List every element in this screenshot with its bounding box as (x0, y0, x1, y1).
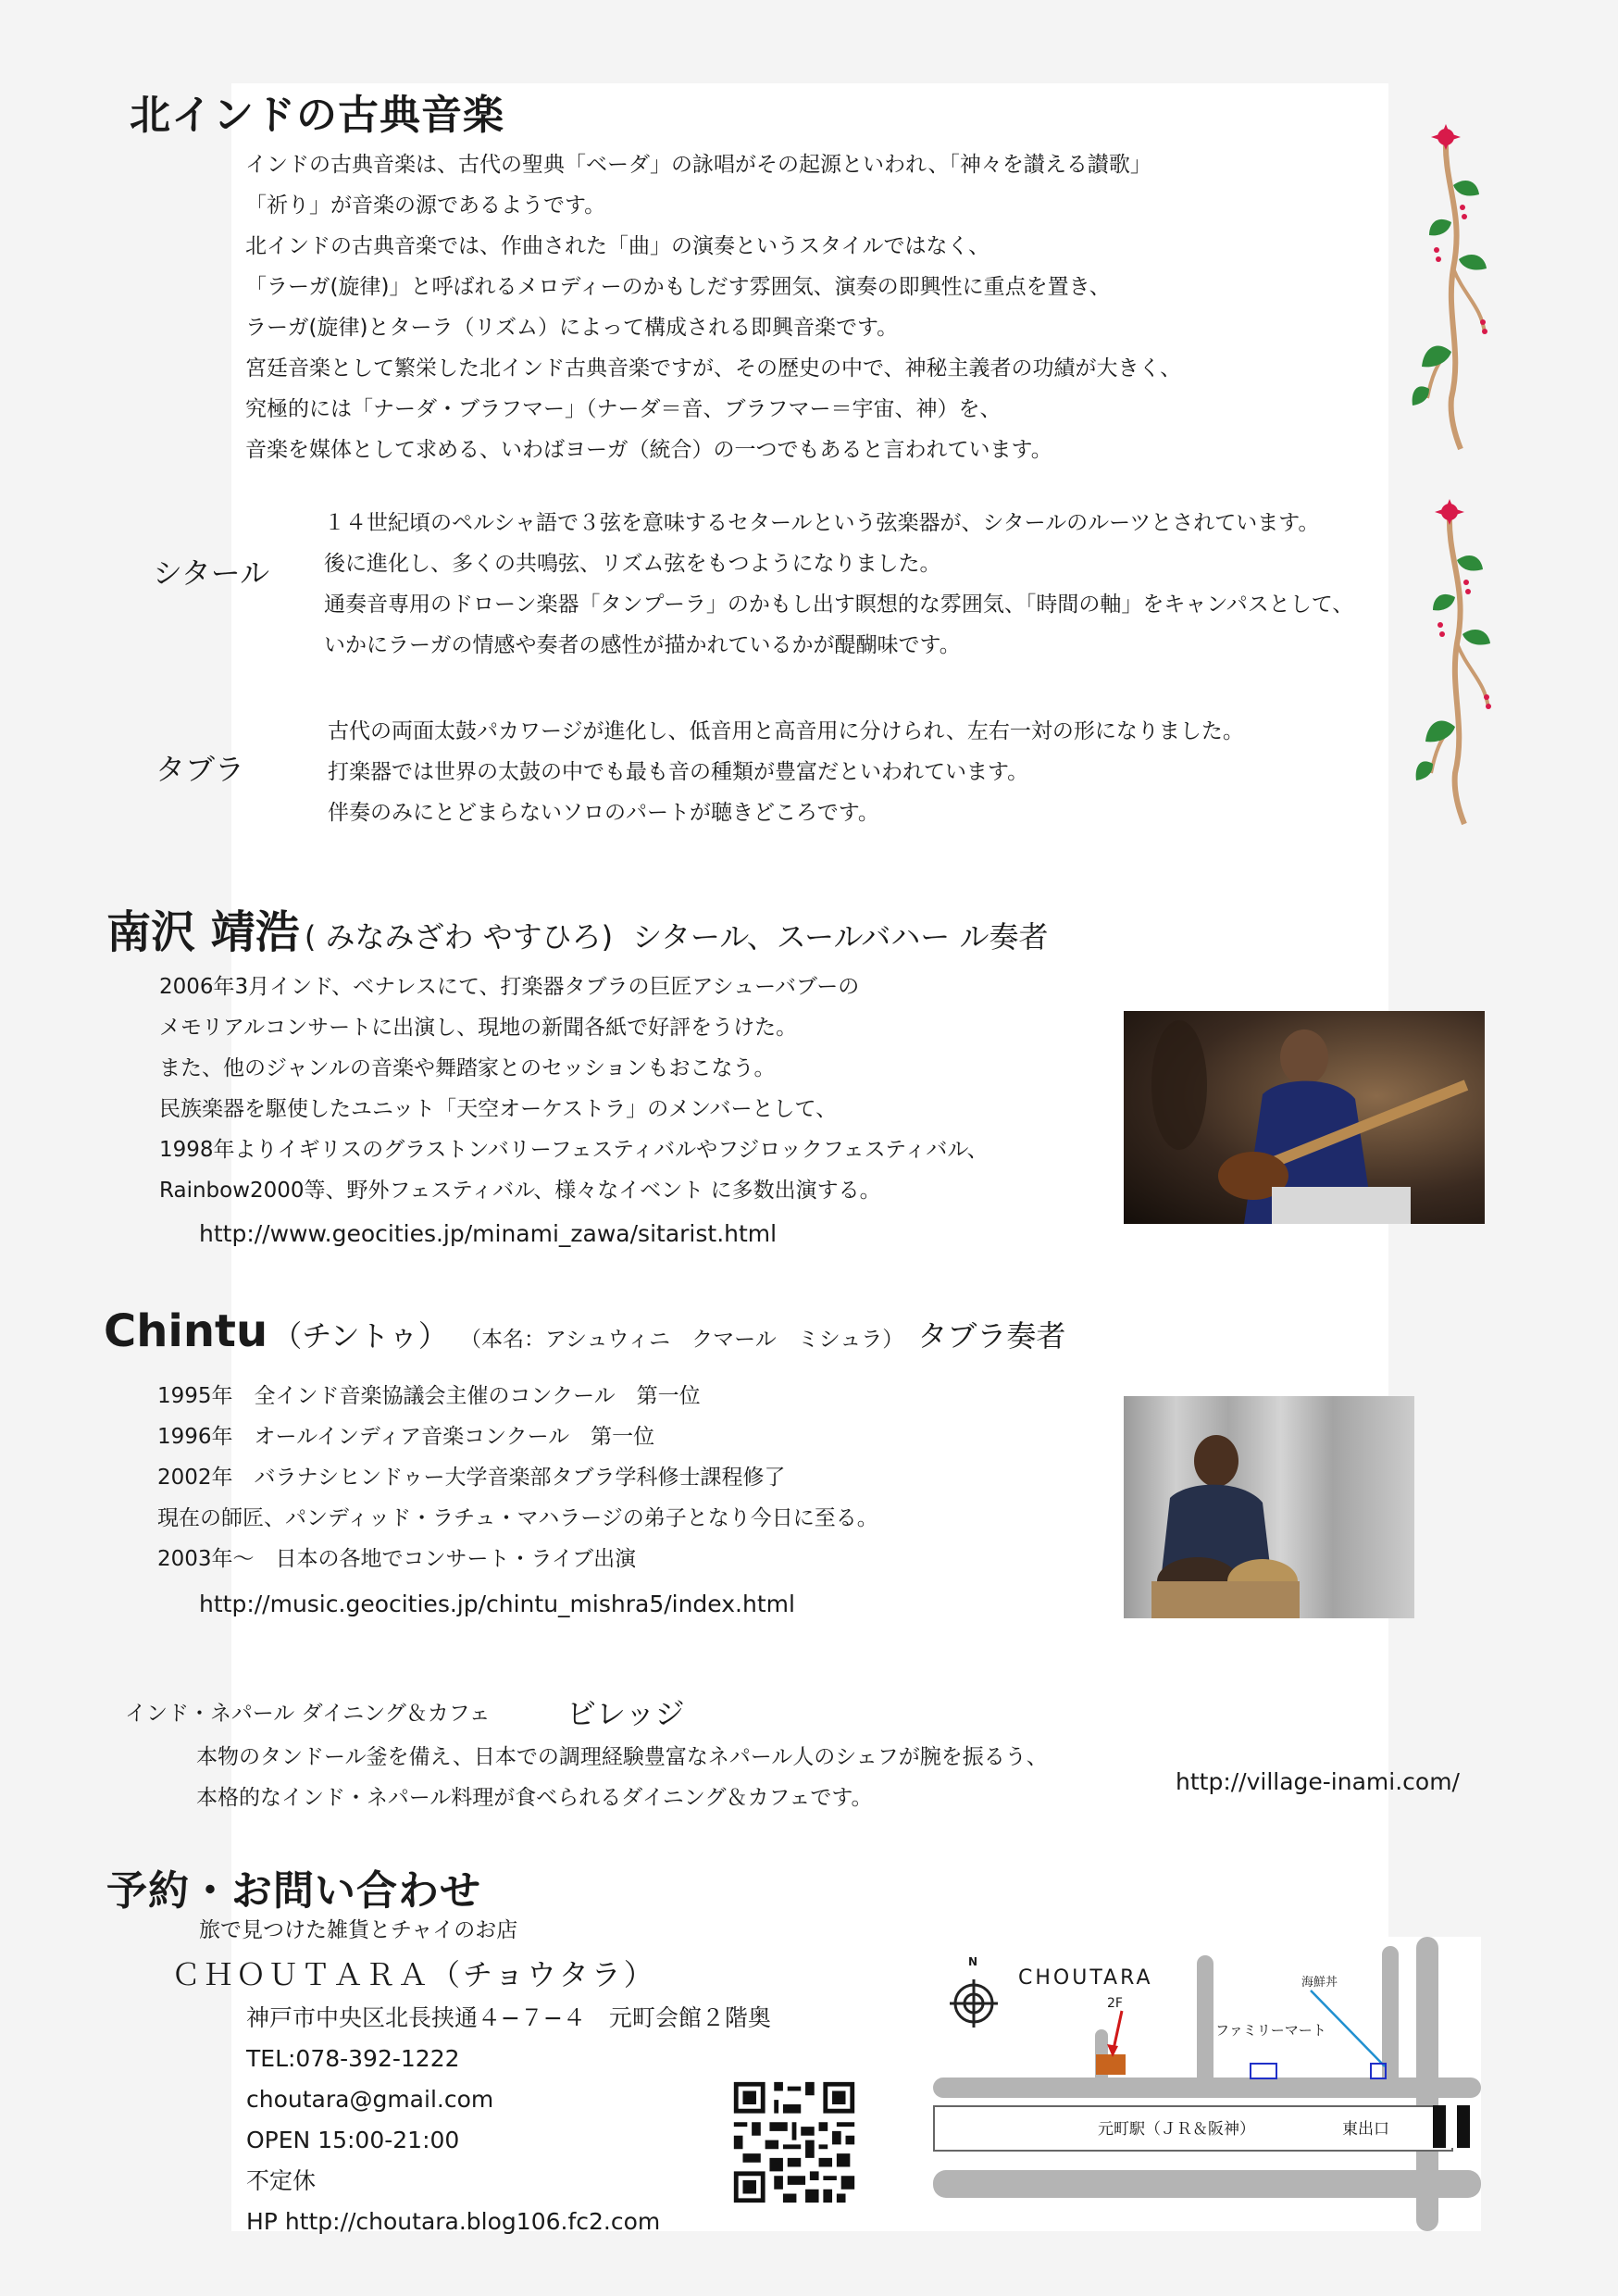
railway-crossing (1433, 2105, 1481, 2148)
opening-hours: OPEN 15:00-21:00 (246, 2127, 460, 2153)
station-label: 元町駅（ＪＲ＆阪神） (1098, 2120, 1255, 2139)
tabla-player-photo (1124, 1396, 1414, 1618)
sitar-line: いかにラーガの情感や奏者の感性が描かれているかが醍醐味です。 (324, 633, 961, 657)
map-road (1197, 1955, 1214, 2094)
village-line: 本格的なインド・ネパール料理が食べられるダイニング＆カフェです。 (196, 1786, 873, 1810)
minamizawa-url-link[interactable]: http://www.geocities.jp/minami_zawa/sitarist.html (199, 1220, 778, 1247)
chintu-name: Chintu (104, 1305, 268, 1357)
map-shop-label: CHOUTARA (1018, 1966, 1153, 1990)
sitar-line: 後に進化し、多くの共鳴弦、リズム弦をもつようになりました。 (324, 552, 941, 576)
chintu-realname: （本名：アシュウィニ クマール ミシュラ） (459, 1328, 904, 1352)
chintu-url-link[interactable]: http://music.geocities.jp/chintu_mishra5/index.html (199, 1591, 795, 1617)
intro-paragraph (245, 144, 1181, 470)
chintu-reading: （チントゥ） (272, 1318, 448, 1354)
tabla-description (328, 711, 1244, 833)
shop-tagline: 旅で見つけた雑貨とチャイのお店 (199, 1918, 518, 1942)
kaisendon-marker (1370, 2063, 1387, 2079)
family-mart-label: ファミリーマート (1215, 2022, 1326, 2039)
minamizawa-reading: ( みなみざわ やすひろ) (304, 919, 614, 955)
north-label: N (968, 1955, 978, 1968)
village-description (196, 1737, 1048, 1818)
bio-line: 1995年 全インド音楽協議会主催のコンクール 第一位 (157, 1384, 701, 1408)
access-map (933, 1937, 1481, 2231)
contact-title: 予約・お問い合わせ (106, 1867, 481, 1915)
chintu-heading (104, 1305, 1065, 1357)
holiday-info: 不定休 (246, 2167, 317, 2194)
intro-line: 究極的には「ナーダ・ブラフマー」（ナーダ＝音、ブラフマー＝宇宙、神）を、 (245, 397, 1002, 421)
map-road (1416, 1937, 1438, 2231)
map-road (933, 2170, 1481, 2198)
bio-line: 1998年よりイギリスのグラストンバリーフェスティバルやフジロックフェスティバル、 (159, 1138, 989, 1162)
shop-pointer-icon (1096, 2009, 1133, 2059)
minamizawa-heading (106, 896, 1048, 960)
intro-line: ラーガ(旋律)とターラ（リズム）によって構成される即興音楽です。 (245, 316, 899, 340)
section-title: 北インドの古典音楽 (130, 92, 504, 139)
bio-line: 2002年 バラナシヒンドゥー大学音楽部タブラ学科修士課程修了 (157, 1466, 786, 1490)
bio-line: 1996年 オールインディア音楽コンクール 第一位 (157, 1425, 655, 1449)
phone-number: TEL:078-392-1222 (246, 2045, 460, 2072)
bio-line: Rainbow2000等、野外フェスティバル、様々なイベント に多数出演する。 (159, 1179, 881, 1203)
sitar-line: １４世紀頃のペルシャ語で３弦を意味するセタールという弦楽器が、シタールのルーツとされています。 (324, 511, 1320, 535)
qr-code-icon (729, 2078, 859, 2207)
homepage-link[interactable]: HP http://choutara.blog106.fc2.com (246, 2208, 661, 2235)
village-name: ビレッジ (566, 1696, 685, 1731)
bio-line: メモリアルコンサートに出演し、現地の新聞各紙で好評をうけた。 (159, 1016, 798, 1040)
address: 神戸市中央区北長挟通４−７−４ 元町会館２階奥 (246, 2004, 771, 2031)
bio-line: 2003年～ 日本の各地でコンサート・ライブ出演 (157, 1547, 637, 1571)
intro-line: 「祈り」が音楽の源であるようです。 (245, 193, 606, 218)
chintu-bio (157, 1376, 878, 1579)
village-line: 本物のタンドール釜を備え、日本での調理経験豊富なネパール人のシェフが腕を振るう、 (196, 1745, 1048, 1769)
shop-name: ＣＨＯＵＴＡＲＡ（チョウタラ） (171, 1957, 656, 1992)
minamizawa-name: 南沢 靖浩 (106, 906, 300, 958)
village-caption: インド・ネパール ダイニング＆カフェ (125, 1702, 491, 1726)
kaisendon-label: 海鮮丼 (1301, 1976, 1338, 1990)
intro-line: 音楽を媒体として求める、いわばヨーガ（統合）の一つでもあると言われています。 (245, 438, 1052, 462)
chintu-role: タブラ奏者 (917, 1318, 1066, 1354)
sitar-player-photo (1124, 1011, 1485, 1224)
sitar-label: シタール (153, 555, 270, 591)
bio-line: また、他のジャンルの音楽や舞踏家とのセッションもおこなう。 (159, 1056, 776, 1080)
compass-icon (946, 1963, 1002, 2029)
flower-decoration-icon (1413, 495, 1505, 829)
sitar-description (324, 503, 1353, 666)
sitar-line: 通奏音専用のドローン楽器「タンプーラ」のかもし出す瞑想的な雰囲気、「時間の軸」をキャンパスとして、 (324, 593, 1354, 617)
minamizawa-bio (159, 967, 989, 1211)
floor-label: 2F (1107, 1996, 1123, 2011)
contact-details (246, 1998, 771, 2242)
flower-decoration-icon (1409, 120, 1501, 454)
east-exit-label: 東出口 (1342, 2120, 1389, 2139)
family-mart-marker (1250, 2063, 1277, 2079)
tabla-label: タブラ (156, 752, 245, 787)
minamizawa-role: シタール、スールバハー ル奏者 (632, 919, 1049, 955)
intro-line: 「ラーガ(旋律)」と呼ばれるメロディーのかもしだす雰囲気、演奏の即興性に重点を置き、 (245, 275, 1111, 299)
intro-line: インドの古典音楽は、古代の聖典「ベーダ」の詠唱がその起源といわれ、「神々を讃える讃歌」 (245, 153, 1151, 177)
bio-line: 現在の師匠、パンディッド・ラチュ・マハラージの弟子となり今日に至る。 (157, 1506, 878, 1530)
bio-line: 2006年3月インド、ベナレスにて、打楽器タブラの巨匠アシューバブーの (159, 975, 860, 999)
tabla-line: 伴奏のみにとどまらないソロのパートが聴きどころです。 (328, 801, 879, 825)
tabla-line: 打楽器では世界の太鼓の中でも最も音の種類が豊富だといわれています。 (328, 760, 1029, 784)
intro-line: 宮廷音楽として繁栄した北インド古典音楽ですが、その歴史の中で、神秘主義者の功績が大きく、 (245, 356, 1182, 381)
tabla-line: 古代の両面太鼓パカワージが進化し、低音用と高音用に分けられ、左右一対の形になりました。 (328, 719, 1244, 743)
intro-line: 北インドの古典音楽では、作曲された「曲」の演奏というスタイルではなく、 (245, 234, 990, 258)
village-url-link[interactable]: http://village-inami.com/ (1176, 1768, 1460, 1795)
email-link[interactable]: choutara@gmail.com (246, 2086, 494, 2113)
bio-line: 民族楽器を駆使したユニット「天空オーケストラ」のメンバーとして、 (159, 1097, 838, 1121)
